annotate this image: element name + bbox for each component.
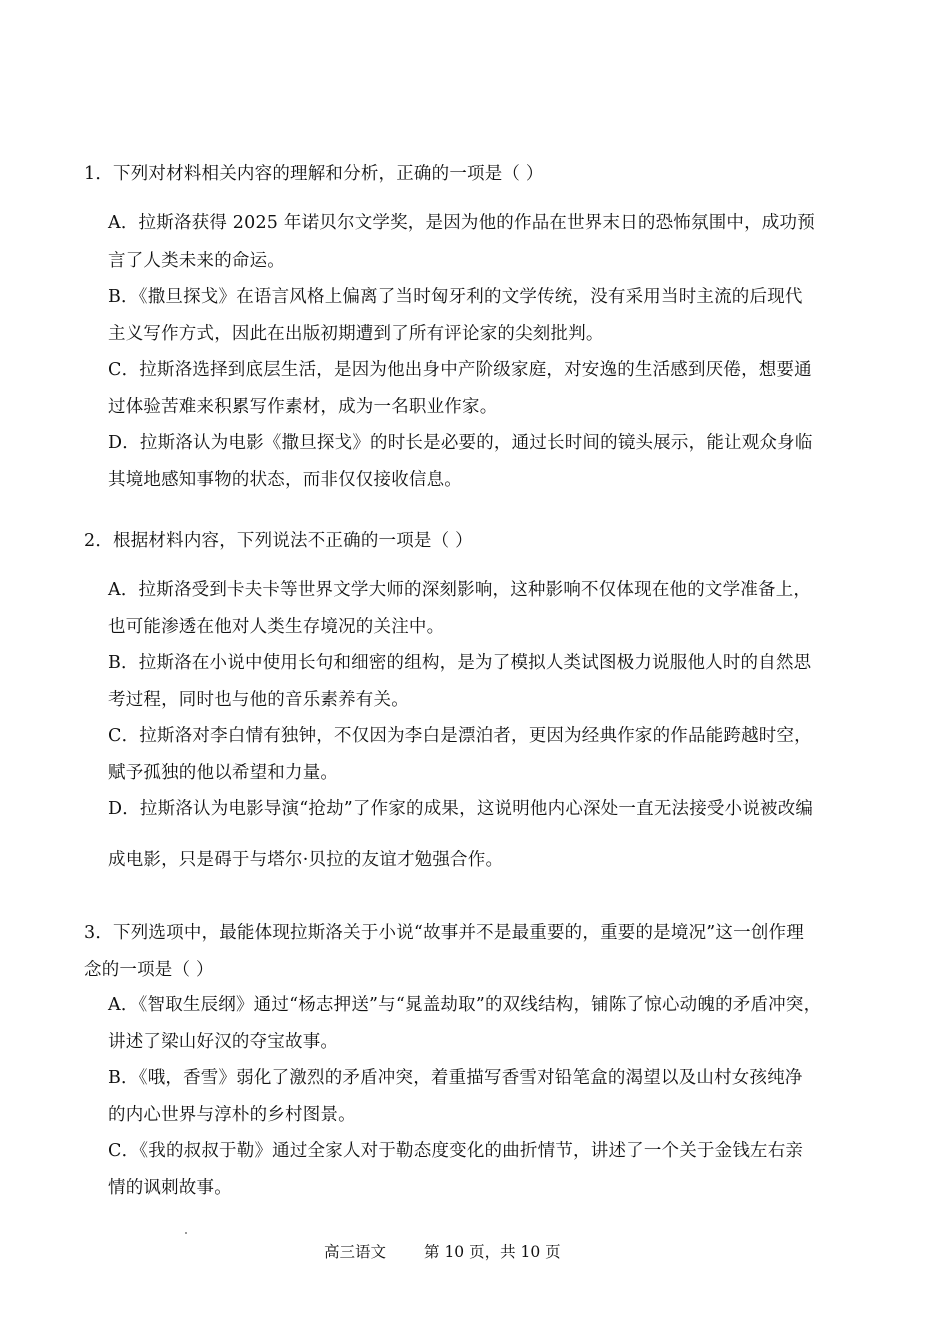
- question-3-option-c-cont: 情的讽刺故事。: [108, 1178, 232, 1198]
- question-1-option-a: A．拉斯洛获得 2025 年诺贝尔文学奖，是因为他的作品在世界末日的恐怖氛围中，成功预: [108, 213, 815, 233]
- question-1-option-a-cont: 言了人类未来的命运。: [108, 251, 285, 271]
- question-1-option-c: C．拉斯洛选择到底层生活，是因为他出身中产阶级家庭，对安逸的生活感到厌倦，想要通: [108, 360, 812, 380]
- question-3-option-a: A．《智取生辰纲》通过“杨志押送”与“晁盖劫取”的双线结构，铺陈了惊心动魄的矛盾冲突，: [108, 995, 822, 1015]
- question-2-option-d-cont: 成电影，只是碍于与塔尔·贝拉的友谊才勉强合作。: [108, 850, 504, 870]
- question-3-stem-cont: 念的一项是（ ）: [84, 960, 214, 980]
- question-3-option-c: C．《我的叔叔于勒》通过全家人对于勒态度变化的曲折情节，讲述了一个关于金钱左右亲: [108, 1141, 804, 1161]
- question-2-option-c-cont: 赋予孤独的他以希望和力量。: [108, 763, 339, 783]
- footer-page-info: 第 10 页，共 10 页: [424, 1243, 561, 1261]
- question-2-option-a: A．拉斯洛受到卡夫卡等世界文学大师的深刻影响，这种影响不仅体现在他的文学准备上，: [108, 580, 812, 600]
- page-footer: [324, 1241, 561, 1263]
- question-2-option-b-cont: 考过程，同时也与他的音乐素养有关。: [108, 690, 409, 710]
- question-1-option-d-cont: 其境地感知事物的状态，而非仅仅接收信息。: [108, 470, 462, 490]
- question-3-option-b: B．《哦，香雪》弱化了激烈的矛盾冲突，着重描写香雪对铅笔盒的渴望以及山村女孩纯净: [108, 1068, 803, 1088]
- question-1-stem: 1．下列对材料相关内容的理解和分析，正确的一项是（ ）: [84, 164, 544, 184]
- stray-mark: [185, 1232, 187, 1234]
- question-3-option-a-cont: 讲述了梁山好汉的夺宝故事。: [108, 1032, 339, 1052]
- question-1-option-b-cont: 主义写作方式，因此在出版初期遭到了所有评论家的尖刻批判。: [108, 324, 604, 344]
- question-3-option-b-cont: 的内心世界与淳朴的乡村图景。: [108, 1105, 356, 1125]
- question-2-option-a-cont: 也可能渗透在他对人类生存境况的关注中。: [108, 617, 445, 637]
- question-2-option-d: D．拉斯洛认为电影导演“抢劫”了作家的成果，这说明他内心深处一直无法接受小说被改编: [108, 799, 814, 819]
- question-1-option-d: D．拉斯洛认为电影《撒旦探戈》的时长是必要的，通过长时间的镜头展示，能让观众身临: [108, 433, 813, 453]
- question-1-option-b: B．《撒旦探戈》在语言风格上偏离了当时匈牙利的文学传统，没有采用当时主流的后现代: [108, 287, 803, 307]
- question-2-stem: 2．根据材料内容，下列说法不正确的一项是（ ）: [84, 531, 473, 551]
- footer-subject: 高三语文: [324, 1243, 387, 1261]
- question-2-option-b: B．拉斯洛在小说中使用长句和细密的组构，是为了模拟人类试图极力说服他人时的自然思: [108, 653, 812, 673]
- question-1-option-c-cont: 过体验苦难来积累写作素材，成为一名职业作家。: [108, 397, 498, 417]
- question-3-stem: 3．下列选项中，最能体现拉斯洛关于小说“故事并不是最重要的，重要的是境况”这一创作理: [84, 923, 804, 943]
- question-2-option-c: C．拉斯洛对李白情有独钟，不仅因为李白是漂泊者，更因为经典作家的作品能跨越时空，: [108, 726, 812, 746]
